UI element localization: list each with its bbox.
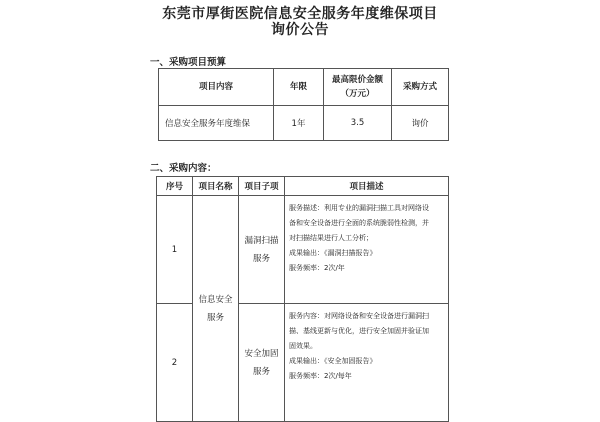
cell-index: 1 (157, 196, 193, 304)
cell-content: 信息安全服务年度维保 (159, 106, 274, 141)
section-heading-content: 二、采购内容： (150, 163, 217, 174)
description-line: 备和安全设备进行全面的系统脆弱性检测，并 (289, 219, 429, 227)
section-heading-budget: 一、采购项目预算 (150, 57, 227, 68)
table-row (157, 196, 449, 304)
description-line: 服务内容：对网络设备和安全设备进行漏洞扫 (289, 312, 429, 320)
cell-max-price: 3.5 (324, 106, 392, 141)
sub-item-line2: 服务 (252, 366, 270, 377)
description-line: 服务频率：2次/年 (289, 264, 345, 272)
cell-description (285, 196, 449, 304)
description-line: 成果输出：《安全加固报告》 (289, 357, 377, 365)
description-line: 对扫描结果进行人工分析； (289, 234, 373, 242)
project-name-line1: 信息安全 (198, 294, 233, 305)
header-cell-content: 项目内容 (159, 69, 274, 106)
description-line: 服务描述：利用专业的漏洞扫描工具对网络设 (289, 204, 429, 212)
cell-description (285, 304, 449, 422)
header-cell-description: 项目描述 (285, 177, 449, 196)
cell-index: 2 (157, 304, 193, 422)
header-cell-max-price (324, 69, 392, 106)
cell-project-name (193, 196, 239, 422)
header-cell-max-price-line1: 最高限价金额 (331, 75, 383, 85)
document-title: 东莞市厚街医院信息安全服务年度维保项目 (162, 6, 438, 22)
table-header-row (157, 177, 449, 196)
table-header-row (159, 69, 449, 106)
sub-item-line2: 服务 (252, 253, 270, 264)
content-table (156, 176, 449, 422)
description-line: 描、基线更新与优化，进行安全加固并验证加 (289, 327, 429, 335)
header-cell-sub-item: 项目子项 (239, 177, 285, 196)
description-line: 服务频率：2次/每年 (289, 372, 352, 380)
description-line: 成果输出：《漏洞扫描报告》 (289, 249, 377, 257)
header-cell-index: 序号 (157, 177, 193, 196)
header-cell-method: 采购方式 (392, 69, 449, 106)
cell-years: 1年 (274, 106, 324, 141)
header-cell-max-price-line2: （万元） (340, 89, 375, 99)
header-cell-years: 年限 (274, 69, 324, 106)
cell-sub-item (239, 196, 285, 304)
project-name-line2: 服务 (206, 312, 224, 323)
header-cell-project-name: 项目名称 (193, 177, 239, 196)
description-line: 固效果。 (289, 342, 317, 350)
table-row (159, 106, 449, 141)
sub-item-line1: 漏洞扫描 (244, 235, 279, 246)
cell-sub-item (239, 304, 285, 422)
cell-method: 询价 (392, 106, 449, 141)
document-subtitle: 询价公告 (271, 22, 329, 38)
sub-item-line1: 安全加固 (244, 348, 279, 359)
budget-table (158, 68, 449, 141)
